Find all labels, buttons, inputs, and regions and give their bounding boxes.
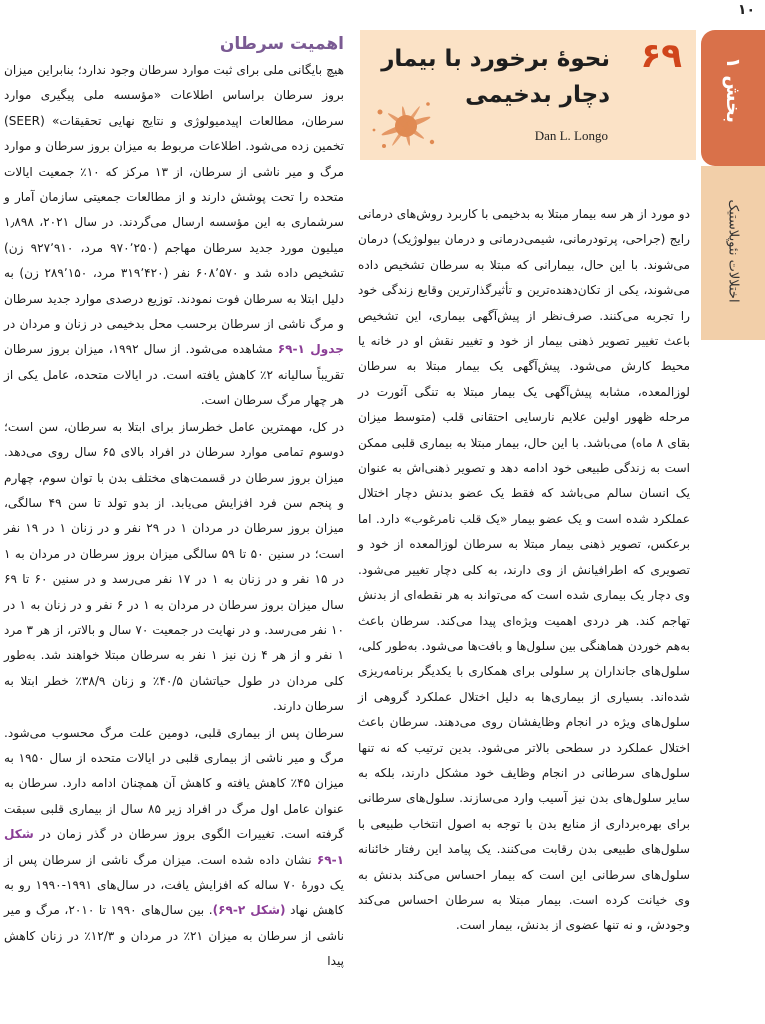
main-column xyxy=(4,32,344,976)
intro-column xyxy=(358,202,690,940)
section-heading: اهمیت سرطان xyxy=(219,34,344,54)
part-tab xyxy=(701,30,765,166)
chapter-author: Dan L. Longo xyxy=(534,128,608,143)
figure-reference-link[interactable]: (شکل ۲-۶۹) xyxy=(212,903,286,918)
paragraph-age-risk: در کل، مهمترین عامل خطرساز برای ابتلا به سرطان، سن است؛ دوسوم تمامی موارد سرطان در افراد بالای ۶۵ سال روی می‌دهد. میزان بروز سرطان در قسمت‌های مختلف بدن با توان سوم، چهارم و پنجم سن فرد افزایش می‌یابد. از بدو تولد تا سن ۴۹ سالگی، میزان بروز سرطان در مردان ۱ در ۲۹ نفر و در زنان ۱ در ۱۹ نفر است؛ در سنین ۵۰ تا ۵۹ سالگی میزان بروز سرطان در مردان به ۱ در ۱۵ نفر و در زنان به ۱ در ۱۷ نفر می‌رسد و در سنین ۶۰ تا ۶۹ سال میزان بروز سرطان در مردان به ۱ در ۶ نفر و در زنان به ۱ در ۱۰ نفر می‌رسد. و در نهایت در جمعیت ۷۰ سال و بالاتر، از هر ۳ مرد ۱ نفر و از هر ۴ زن نیز ۱ نفر به سرطان مبتلا خواهند شد. به‌طور کلی مردان در طول حیاتشان ۴۰/۵٪ و زنان ۳۸/۹٪ خطر ابتلا به سرطان دارند. xyxy=(4,419,345,714)
section-label: اختلالات نئوپلاستیک xyxy=(725,199,741,303)
table-reference-link[interactable]: جدول ۱-۶۹ xyxy=(277,342,344,357)
paragraph-incidence: هیچ بایگانی ملی برای ثبت موارد سرطان وجود ندارد؛ بنابراین میزان بروز سرطان براساس اطلاعات «مؤسسه ملی پیگیری موارد سرطان، مطالعات اپیدمیولوژی و نتایج نهایی تحقیقات» (SEER) تخمین زده می‌شود. اطلاعات مربوط به میزان بروز سرطان و موارد مرگ و میر ناشی از سرطان، از ۱۳ مرکز که ۱۰٪ جمعیت ایالات متحده را تحت پوشش دارند و از مطالعات جمعیتی سازمان آمار و سرشماری به این مؤسسه ارسال می‌گردند. در سال ۲۰۲۱، ۱٫۸۹۸ میلیون مورد جدید سرطان مهاجم (۹۷۰٬۲۵۰ مرد، ۹۲۷٬۹۱۰ زن) تشخیص داده شد و ۶۰۸٬۵۷۰ نفر (۳۱۹٬۴۲۰ مرد، ۲۸۹٬۱۵۰ زن) به دلیل ابتلا به سرطان فوت نمودند. توزیع درصدی موارد جدید سرطان و مرگ ناشی از سرطان برحسب محل بدخیمی در زنان و مردان در جدول ۱-۶۹ مشاهده می‌شود. از سال ۱۹۹۲، میزان بروز سرطان تقریباً سالیانه ۲٪ کاهش یافته است. در ایالات متحده، عامل یکی از هر چهار مرگ سرطان است. xyxy=(4,63,344,408)
paragraph-mortality: سرطان پس از بیماری قلبی، دومین علت مرگ محسوب می‌شود. مرگ و میر ناشی از بیماری قلبی در ایالات متحده از سال ۱۹۵۰ به میزان ۴۵٪ کاهش یافته و کاهش آن همچنان ادامه دارد. سرطان به عنوان عامل اول مرگ در افراد زیر ۸۵ سال از بیماری قلبی سبقت گرفته است. تغییرات الگوی بروز سرطان در گذر زمان در شکل ۱-۶۹ نشان داده شده است. میزان مرگ ناشی از سرطان پس از یک دورهٔ ۷۰ ساله که افزایش یافت، در سال‌های ۱۹۹۱-۱۹۹۰ رو به کاهش نهاد (شکل ۲-۶۹). بین سال‌های ۱۹۹۰ تا ۲۰۱۰، مرگ و میر ناشی از سرطان به میزان ۲۱٪ در مردان و ۱۲/۳٪ در زنان کاهش پیدا xyxy=(4,725,345,969)
section-strip xyxy=(701,166,765,340)
chapter-title: نحوهٔ برخورد با بیمار دچار بدخیمی xyxy=(381,46,610,108)
splash-icon xyxy=(366,90,440,158)
intro-paragraph: دو مورد از هر سه بیمار مبتلا به بدخیمی با کاربرد روش‌های درمانی رایج (جراحی، پرتودرمانی، شیمی‌درمانی و درمان بیولوژیک) درمان می‌شوند. با این حال، بیمارانی که مبتلا به سرطان تشخیص داده می‌شوند، یکی از تکان‌دهنده‌ترین و تأثیرگذارترین وقایع زندگی خود را تجربه می‌کنند. صرف‌نظر از پیش‌آگهی بیماری، این تشخیص باعث تغییر تصویر ذهنی بیمار از خود و تغییر نقش او در خانه یا محیط کارش می‌شود. پیش‌آگهی یک بیمار مبتلا به سرطان لوزالمعده، مشابه پیش‌آگهی یک بیمار مبتلا به تنگی آئورت در مرحله ظهور اولین علایم نارسایی احتقانی قلب (متوسط میزان بقای ۸ ماه) می‌باشد. با این حال، بیمار مبتلا به بیماری قلبی ممکن است به زندگی طبیعی خود ادامه دهد و تصویر ذهنی‌اش به عنوان یک انسان سالم می‌باشد که فقط یک عضو بدنش دچار اختلال عملکرد شده است و یک عضو بیمار «یک قلب نامرغوب» دارد. اما برعکس، تصویر ذهنی بیمار مبتلا به سرطان لوزالمعده از خود و تصویری که اطرافیانش از وی دارند، به کلی دچار تغییر می‌شود. وی دچار یک بیماری شده است که می‌تواند به هر نقطه‌ای از بدنش تهاجم کند. هر دردی اهمیت ویژه‌ای پیدا می‌کند. سرطان باعث به‌هم خوردن هماهنگی بین سلول‌ها و بافت‌ها می‌شود. به‌طور کلی، سلول‌های جانداران پر سلولی برای همکاری با یکدیگر برنامه‌ریزی شده‌اند. بسیاری از بیماری‌ها به دلیل اختلال عملکرد گروهی از سلول‌های ویژه در انجام وظایفشان روی می‌دهند. سرطان باعث اختلال عملکرد در سطحی بالاتر می‌شود. بدین ترتیب که نه تنها سلول‌های سرطانی در انجام وظایف خود مشکل دارند، بلکه به سایر سلول‌های بدن نیز آسیب وارد می‌سازند. سلول‌های سرطانی برای بهره‌برداری از منابع بدن با توجه به اصول انتخاب طبیعی با سلول‌های طبیعی بدن رقابت می‌کنند. یک پیامد این رفتار خائنانه سلول‌های سرطانی این است که بیمار احساس می‌کند بدنش به وی خیانت کرده است. بیمار مبتلا به سرطان احساس می‌کند وجودش، و نه تنها عضوی از بدنش، بیمار است. xyxy=(358,207,690,933)
page-number: ۱۰ xyxy=(737,2,755,18)
chapter-header xyxy=(360,30,696,160)
figure-reference-link[interactable]: شکل ۱-۶۹ xyxy=(4,827,344,867)
chapter-number: ۶۹ xyxy=(640,36,682,76)
part-label: بخش ۱ xyxy=(722,57,744,123)
